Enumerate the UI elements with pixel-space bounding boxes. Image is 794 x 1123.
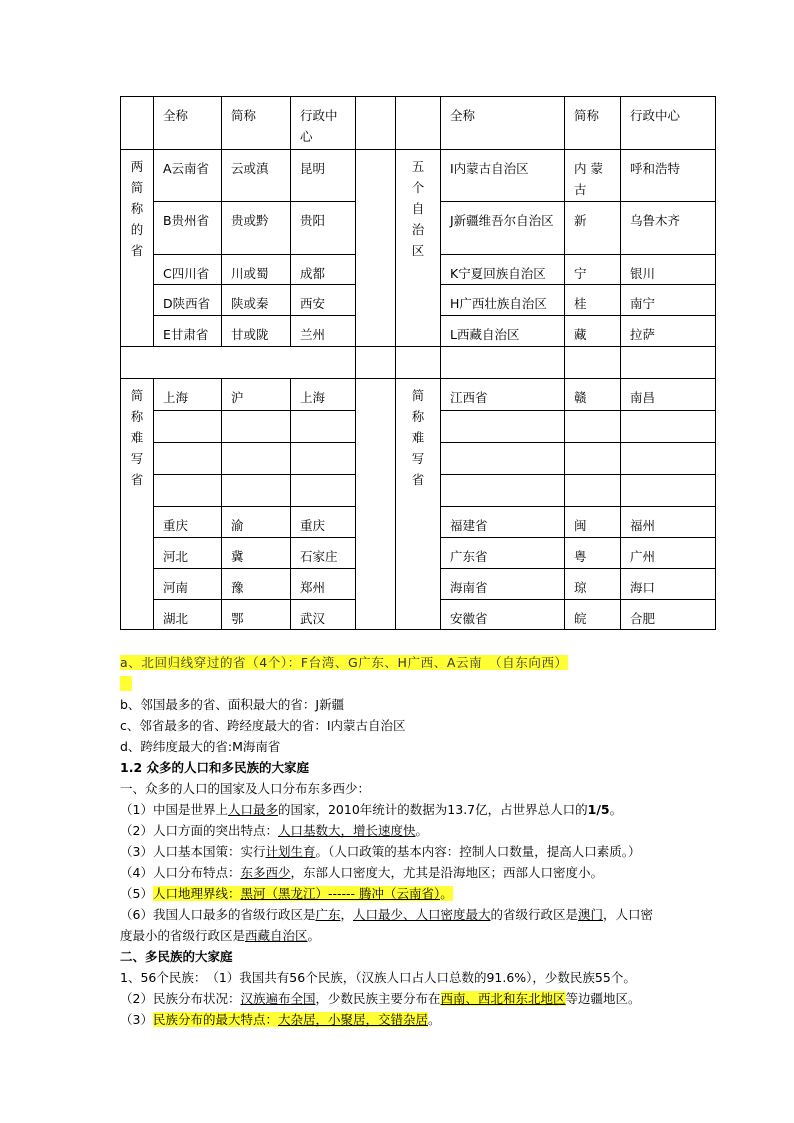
table-cell: 河南: [154, 569, 222, 600]
table-cell: I内蒙古自治区: [441, 150, 565, 202]
table-cell: 呼和浩特: [621, 150, 716, 202]
table-cell: 成都: [291, 255, 356, 285]
table-cell: 海南省: [441, 569, 565, 600]
table-cell: 合肥: [621, 600, 716, 630]
table-cell: C四川省: [154, 255, 222, 285]
table-cell: 贵或黔: [222, 202, 291, 255]
table-cell: 宁: [565, 255, 621, 285]
table-cell: [222, 475, 291, 507]
table-cell: [441, 475, 565, 507]
table-cell: E甘肃省: [154, 316, 222, 347]
table-empty-row: [121, 347, 716, 379]
group-label: 两简称的省: [121, 150, 154, 347]
empty-cell: [356, 347, 396, 379]
table-cell: [154, 443, 222, 475]
subheading-ethnic: 二、多民族的大家庭: [120, 949, 233, 964]
table-cell: 广州: [621, 538, 716, 569]
subheading-population: 一、众多的人口的国家及人口分布东多西少：: [120, 781, 371, 796]
table-cell: 豫: [222, 569, 291, 600]
point-6: （6）我国人口最多的省级行政区是广东，人口最少、人口密度最大的省级行政区是澳门，人口密: [120, 907, 654, 922]
table-cell: [621, 475, 716, 507]
table-cell: [441, 411, 565, 443]
section-title: 1.2 众多的人口和多民族的大家庭: [120, 760, 309, 775]
note-c: c、邻省最多的省、跨经度最大的省：I内蒙古自治区: [120, 718, 406, 733]
point-2: （2）人口方面的突出特点：人口基数大，增长速度快。: [120, 823, 428, 838]
table-cell: 沪: [222, 379, 291, 411]
group-label: 简称难写省: [396, 379, 441, 630]
table-cell: [565, 411, 621, 443]
table-cell: 云或滇: [222, 150, 291, 202]
table-cell: 陕或秦: [222, 285, 291, 316]
header-cell: 行政中心: [621, 97, 716, 150]
table-cell: [291, 443, 356, 475]
table-cell: 南昌: [621, 379, 716, 411]
ethnic-point-3: （3）民族分布的最大特点：大杂居，小聚居，交错杂居。: [120, 1012, 441, 1027]
ethnic-point-1: 1、56个民族： （1）我国共有56个民族，（汉族人口占人口总数的91.6%），少数民族55个。: [120, 970, 636, 985]
table-cell: 乌鲁木齐: [621, 202, 716, 255]
header-cell: 简称: [565, 97, 621, 150]
table-cell: 郑州: [291, 569, 356, 600]
header-empty: [356, 97, 396, 150]
table-cell: 银川: [621, 255, 716, 285]
table-cell: 昆明: [291, 150, 356, 202]
table-cell: 拉萨: [621, 316, 716, 347]
header-empty: [121, 97, 154, 150]
table-cell: A云南省: [154, 150, 222, 202]
table-cell: K宁夏回族自治区: [441, 255, 565, 285]
table-header-row: [121, 97, 716, 150]
empty-cell: [441, 347, 565, 379]
header-empty: [396, 97, 441, 150]
table-cell: 兰州: [291, 316, 356, 347]
header-cell: 全称: [441, 97, 565, 150]
table-cell: 藏: [565, 316, 621, 347]
spacer-cell: [356, 150, 396, 347]
table-cell: H广西壮族自治区: [441, 285, 565, 316]
table-cell: 桂: [565, 285, 621, 316]
table-row: [121, 379, 716, 411]
table-cell: [565, 475, 621, 507]
notes-section: [120, 652, 715, 1030]
note-d: d、跨纬度最大的省:M海南省: [120, 739, 281, 754]
table-cell: 重庆: [154, 507, 222, 538]
table-cell: 福建省: [441, 507, 565, 538]
point-6-continuation: 度最小的省级行政区是西藏自治区。: [120, 928, 321, 943]
table-cell: [154, 411, 222, 443]
table-cell: 上海: [154, 379, 222, 411]
table-cell: B贵州省: [154, 202, 222, 255]
table-cell: 重庆: [291, 507, 356, 538]
table-cell: [291, 411, 356, 443]
note-a-continuation: [120, 673, 715, 694]
table-cell: 广东省: [441, 538, 565, 569]
table-cell: 新: [565, 202, 621, 255]
note-a: a、北回归线穿过的省（4个）：F台湾、G广东、H广西、A云南 （自东向西）: [120, 655, 568, 670]
table-cell: 琼: [565, 569, 621, 600]
table-cell: 内 蒙古: [565, 150, 621, 202]
spacer-cell: [356, 379, 396, 630]
table-cell: 海口: [621, 569, 716, 600]
table-cell: 上海: [291, 379, 356, 411]
empty-cell: [121, 347, 356, 379]
province-table: [120, 96, 715, 630]
table-cell: 贵阳: [291, 202, 356, 255]
table-cell: [222, 411, 291, 443]
point-4: （4）人口分布特点：东多西少，东部人口密度大，尤其是沿海地区；西部人口密度小。: [120, 865, 603, 880]
point-5: （5）人口地理界线：黑河（黑龙江）------ 腾冲（云南省）。: [120, 886, 453, 901]
table-row: [121, 150, 716, 202]
table-cell: 安徽省: [441, 600, 565, 630]
table-cell: L西藏自治区: [441, 316, 565, 347]
table-cell: 石家庄: [291, 538, 356, 569]
table-cell: 南宁: [621, 285, 716, 316]
table-cell: [621, 443, 716, 475]
header-cell: 简称: [222, 97, 291, 150]
table-cell: 河北: [154, 538, 222, 569]
table-cell: 川或蜀: [222, 255, 291, 285]
table-cell: 福州: [621, 507, 716, 538]
point-3: （3）人口基本国策：实行计划生育。（人口政策的基本内容：控制人口数量，提高人口素质。）: [120, 844, 641, 859]
empty-cell: [621, 347, 716, 379]
table-cell: [154, 475, 222, 507]
province-table-grid: [120, 96, 716, 630]
empty-cell: [565, 347, 621, 379]
table-cell: 西安: [291, 285, 356, 316]
table-cell: 江西省: [441, 379, 565, 411]
table-cell: [621, 411, 716, 443]
header-cell: 行政中心: [291, 97, 356, 150]
table-cell: J新疆维吾尔自治区: [441, 202, 565, 255]
table-cell: 甘或陇: [222, 316, 291, 347]
empty-cell: [396, 347, 441, 379]
point-1: （1）中国是世界上人口最多的国家，2010年统计的数据为13.7亿，占世界总人口的1/5。: [120, 802, 623, 817]
table-cell: 赣: [565, 379, 621, 411]
header-cell: 全称: [154, 97, 222, 150]
table-cell: 皖: [565, 600, 621, 630]
note-b: b、邻国最多的省、面积最大的省：J新疆: [120, 697, 345, 712]
table-cell: [441, 443, 565, 475]
table-cell: D陕西省: [154, 285, 222, 316]
group-label: 简称难写省: [121, 379, 154, 630]
table-cell: 渝: [222, 507, 291, 538]
table-cell: 湖北: [154, 600, 222, 630]
table-cell: [222, 443, 291, 475]
table-cell: [565, 443, 621, 475]
table-cell: [291, 475, 356, 507]
table-cell: 闽: [565, 507, 621, 538]
table-cell: 冀: [222, 538, 291, 569]
ethnic-point-2: （2）民族分布状况：汉族遍布全国，少数民族主要分布在西南、西北和东北地区等边疆地区。: [120, 991, 641, 1006]
table-cell: 武汉: [291, 600, 356, 630]
table-cell: 鄂: [222, 600, 291, 630]
table-cell: 粤: [565, 538, 621, 569]
group-label: 五个自治区: [396, 150, 441, 347]
